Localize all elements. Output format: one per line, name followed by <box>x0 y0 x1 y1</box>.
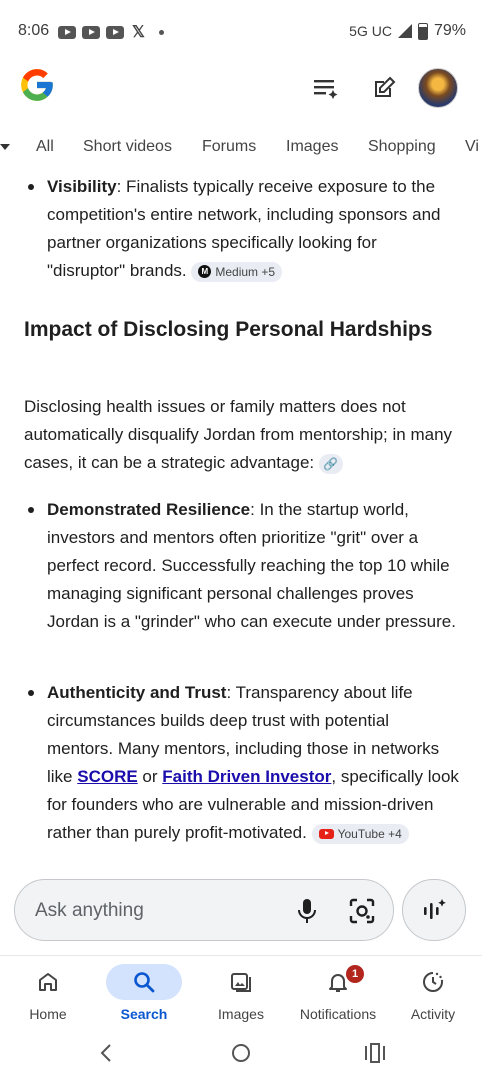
tab-short-videos[interactable]: Short videos <box>83 138 172 155</box>
tab-forums[interactable]: Forums <box>202 138 257 155</box>
youtube-logo-icon <box>319 829 334 839</box>
ask-bar <box>14 879 394 941</box>
faith-driven-investor-link[interactable]: Faith Driven Investor <box>162 767 332 786</box>
images-icon <box>229 970 253 994</box>
avatar[interactable] <box>418 68 458 108</box>
tab-images[interactable]: Images <box>286 138 339 155</box>
recents-icon[interactable] <box>364 1043 386 1063</box>
list-item-title: Authenticity and Trust <box>47 683 227 702</box>
status-right <box>349 22 466 40</box>
home-icon <box>36 970 60 994</box>
list-item-title: Demonstrated Resilience <box>47 500 251 519</box>
list-item-authenticity <box>47 679 459 847</box>
nav-notifications-label: Notifications <box>299 1006 377 1022</box>
back-icon[interactable] <box>98 1043 114 1063</box>
ai-overview-content <box>0 170 482 870</box>
intro-text: Disclosing health issues or family matters does not automatically disqualify Jordan from mentorship; in many cases, it can be a strategic advantage: <box>24 397 453 472</box>
edit-icon[interactable] <box>370 74 398 102</box>
search-labs-icon[interactable] <box>312 74 340 102</box>
nav-home-label: Home <box>29 1006 67 1022</box>
list-item-text: : Finalists typically receive exposure to the competition's entire network, including sponsors and partner organizations specifically looking for "disruptor" brands. <box>47 177 441 280</box>
ai-mode-icon <box>421 897 447 923</box>
nav-activity[interactable] <box>385 964 481 1022</box>
search-icon <box>132 970 156 994</box>
list-item-resilience <box>47 496 459 636</box>
list-item-text: : In the startup world, investors and mentors often prioritize "grit" over a perfect record. Successfully reaching the top 10 while managing significant personal challenges proves Jordan is a "grinder" who can execute under pressure. <box>47 500 456 631</box>
status-time: 8:06 <box>18 22 50 39</box>
nav-search[interactable] <box>96 964 192 1022</box>
google-lens-icon[interactable] <box>349 898 375 924</box>
medium-logo-icon: M <box>198 265 211 278</box>
app-header <box>0 60 482 120</box>
battery-icon <box>418 23 428 40</box>
youtube-notif-icon <box>58 26 76 39</box>
search-tabs <box>0 128 482 168</box>
system-navigation <box>0 1036 482 1080</box>
section-intro <box>24 393 464 477</box>
google-logo-icon[interactable] <box>18 66 56 104</box>
list-item-visibility <box>47 173 459 285</box>
more-notif-dot-icon <box>159 30 164 35</box>
activity-icon <box>421 970 445 994</box>
nav-home[interactable] <box>0 964 96 1022</box>
status-bar <box>0 0 482 56</box>
link-chip-icon[interactable]: 🔗 <box>319 454 343 474</box>
notification-badge: 1 <box>346 965 364 983</box>
tab-shopping[interactable]: Shopping <box>368 138 436 155</box>
source-chip-label: YouTube +4 <box>337 826 402 841</box>
source-chip-label: Medium +5 <box>215 264 276 279</box>
battery-percent: 79% <box>433 22 466 39</box>
youtube-notif-icon <box>106 26 124 39</box>
home-circle-icon[interactable] <box>230 1042 252 1064</box>
ai-mode-button[interactable] <box>402 879 466 941</box>
list-item-text: or <box>137 767 163 786</box>
source-chip-medium[interactable] <box>191 262 282 282</box>
list-item-text: : Transparency about life circumstances builds deep trust with potential mentors. Many mentors, including those in networks like <box>47 683 440 786</box>
list-item-title: Visibility <box>47 177 117 196</box>
tabs-dropdown-icon[interactable] <box>0 144 10 150</box>
status-notifications <box>58 22 164 42</box>
source-chip-youtube[interactable] <box>312 824 409 844</box>
microphone-icon[interactable] <box>297 898 317 924</box>
ask-input[interactable] <box>33 894 277 928</box>
tab-videos[interactable]: Vi <box>465 138 479 155</box>
nav-images-label: Images <box>218 1006 264 1022</box>
nav-activity-label: Activity <box>410 1006 456 1022</box>
network-label: 5G UC <box>349 23 392 39</box>
nav-search-label: Search <box>120 1006 168 1022</box>
x-notif-icon: 𝕏 <box>132 24 145 41</box>
bottom-navigation <box>0 955 482 1036</box>
youtube-notif-icon <box>82 26 100 39</box>
nav-notifications[interactable] <box>290 964 386 1022</box>
section-heading: Impact of Disclosing Personal Hardships <box>24 318 433 341</box>
tab-all[interactable]: All <box>36 138 54 155</box>
signal-icon <box>398 24 412 38</box>
score-link[interactable]: SCORE <box>77 767 138 786</box>
nav-images[interactable] <box>193 964 289 1022</box>
list-item-text: , specifically look for founders who are vulnerable and mission-driven rather than purely profit-motivated. <box>47 767 459 842</box>
